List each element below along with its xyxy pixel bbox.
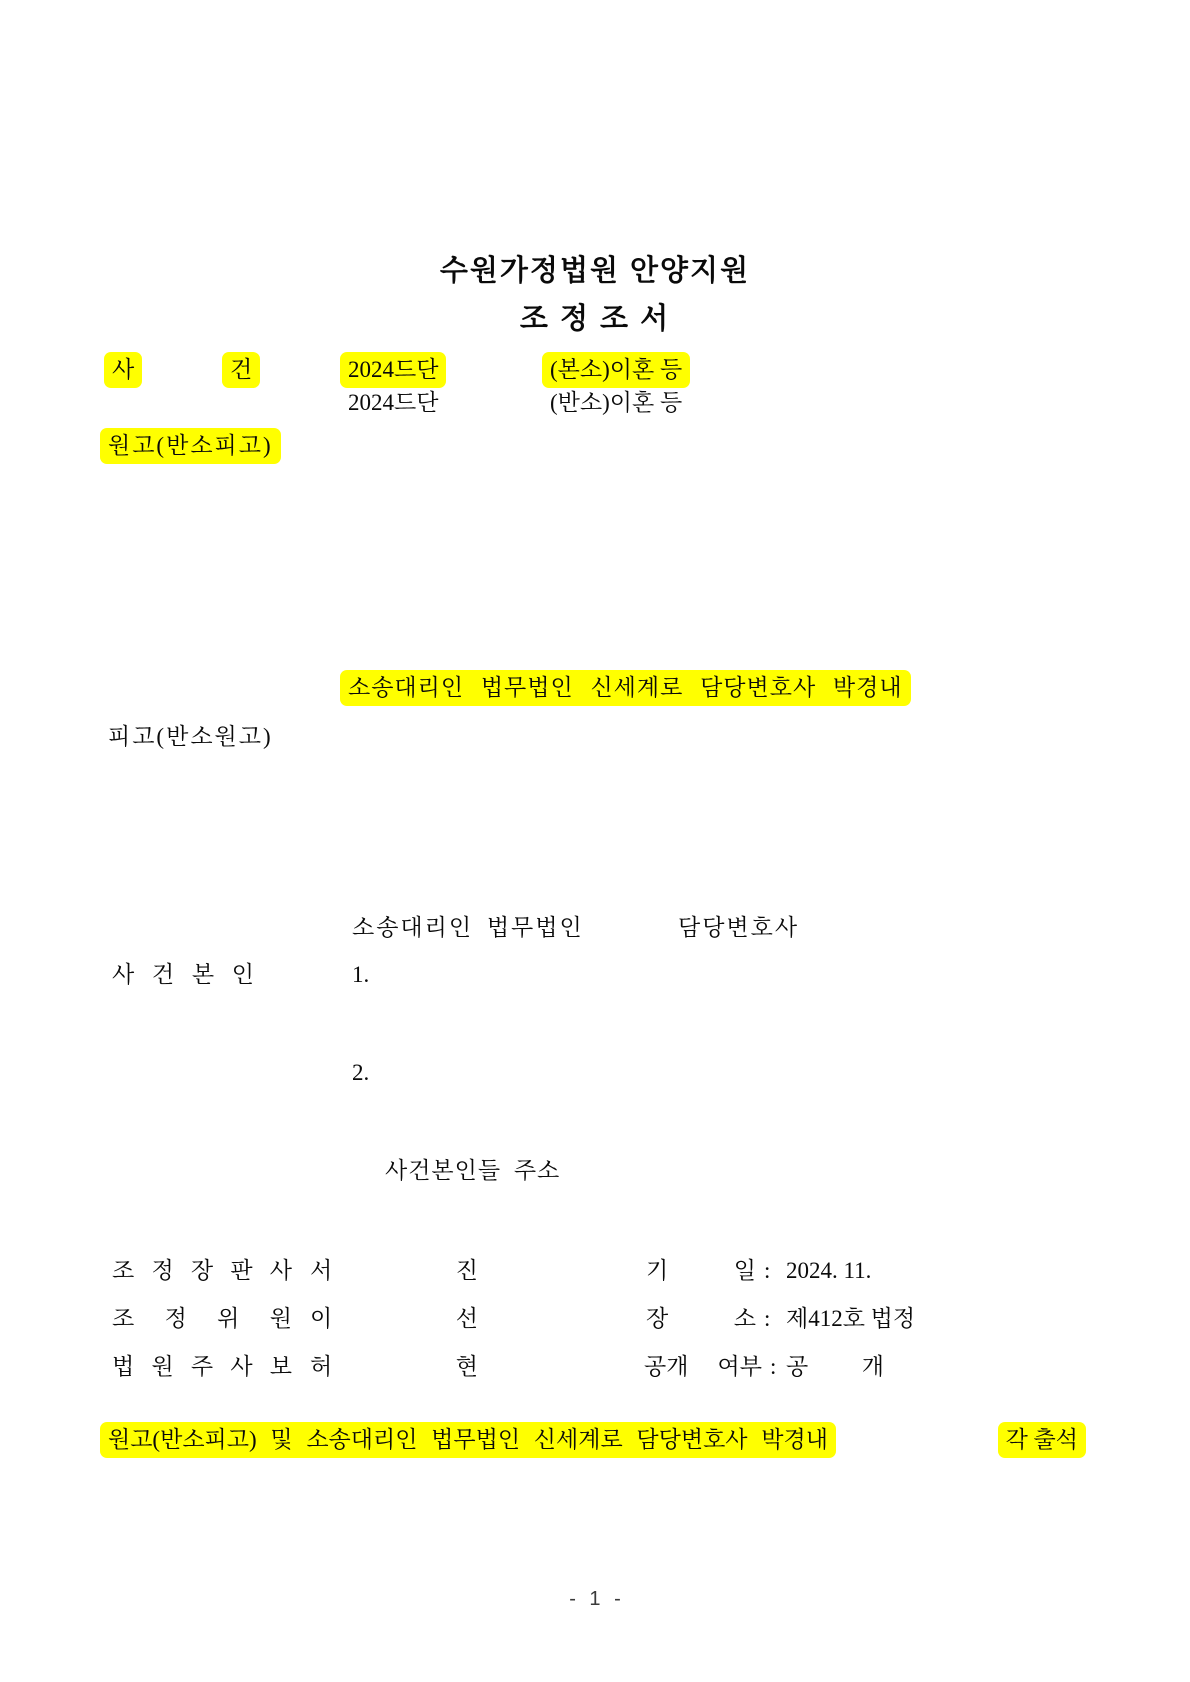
clerk-label: 법 원 주 사 보 xyxy=(112,1354,292,1379)
defendant-label: 피고(반소원고) xyxy=(108,724,273,749)
counter-case-name: (반소)이혼 등 xyxy=(550,390,683,415)
counter-case-number: 2024드단 xyxy=(348,390,439,415)
case-label-part2: 건 xyxy=(222,352,260,388)
court-name-title: 수원가정법원 안양지원 xyxy=(439,255,751,287)
document-title: 조 정 조 서 xyxy=(519,303,671,335)
page-number: - 1 - xyxy=(569,1588,621,1610)
session-open-colon: : xyxy=(770,1354,777,1379)
session-date-value: 2024. 11. xyxy=(786,1258,872,1283)
main-case-name: (본소)이혼 등 xyxy=(542,352,690,388)
session-open-label: 공개 여부 xyxy=(644,1354,762,1379)
commissioner-name: 이 선 xyxy=(310,1306,478,1331)
defendant-counsel-attorney: 담당변호사 xyxy=(678,915,800,940)
session-place-colon: : xyxy=(764,1306,771,1331)
commissioner-label: 조 정 위 원 xyxy=(112,1306,292,1331)
main-case-number: 2024드단 xyxy=(340,352,446,388)
attendance-main: 원고(반소피고) 및 소송대리인 법무법인 신세계로 담당변호사 박경내 xyxy=(100,1422,836,1458)
presiding-judge-label: 조 정 장 판 사 xyxy=(112,1258,292,1283)
session-date-colon: : xyxy=(764,1258,771,1283)
case-label-part1: 사 xyxy=(104,352,142,388)
principals-label: 사 건 본 인 xyxy=(112,962,254,987)
session-open-value: 공 개 xyxy=(786,1354,884,1379)
principal-item-2: 2. xyxy=(352,1060,370,1085)
session-date-label: 기 일 xyxy=(646,1258,756,1283)
clerk-name: 허 현 xyxy=(310,1354,478,1379)
session-place-label: 장 소 xyxy=(646,1306,756,1331)
session-place-value: 제412호 법정 xyxy=(786,1306,916,1331)
defendant-counsel-firm: 소송대리인 법무법인 xyxy=(352,915,584,940)
plaintiff-label: 원고(반소피고) xyxy=(100,428,281,464)
principal-item-1: 1. xyxy=(352,962,370,987)
principals-address-label: 사건본인들 주소 xyxy=(385,1158,561,1183)
presiding-judge-name: 서 진 xyxy=(310,1258,478,1283)
plaintiff-counsel: 소송대리인 법무법인 신세계로 담당변호사 박경내 xyxy=(340,670,911,706)
attendance-suffix: 각 출석 xyxy=(998,1422,1086,1458)
